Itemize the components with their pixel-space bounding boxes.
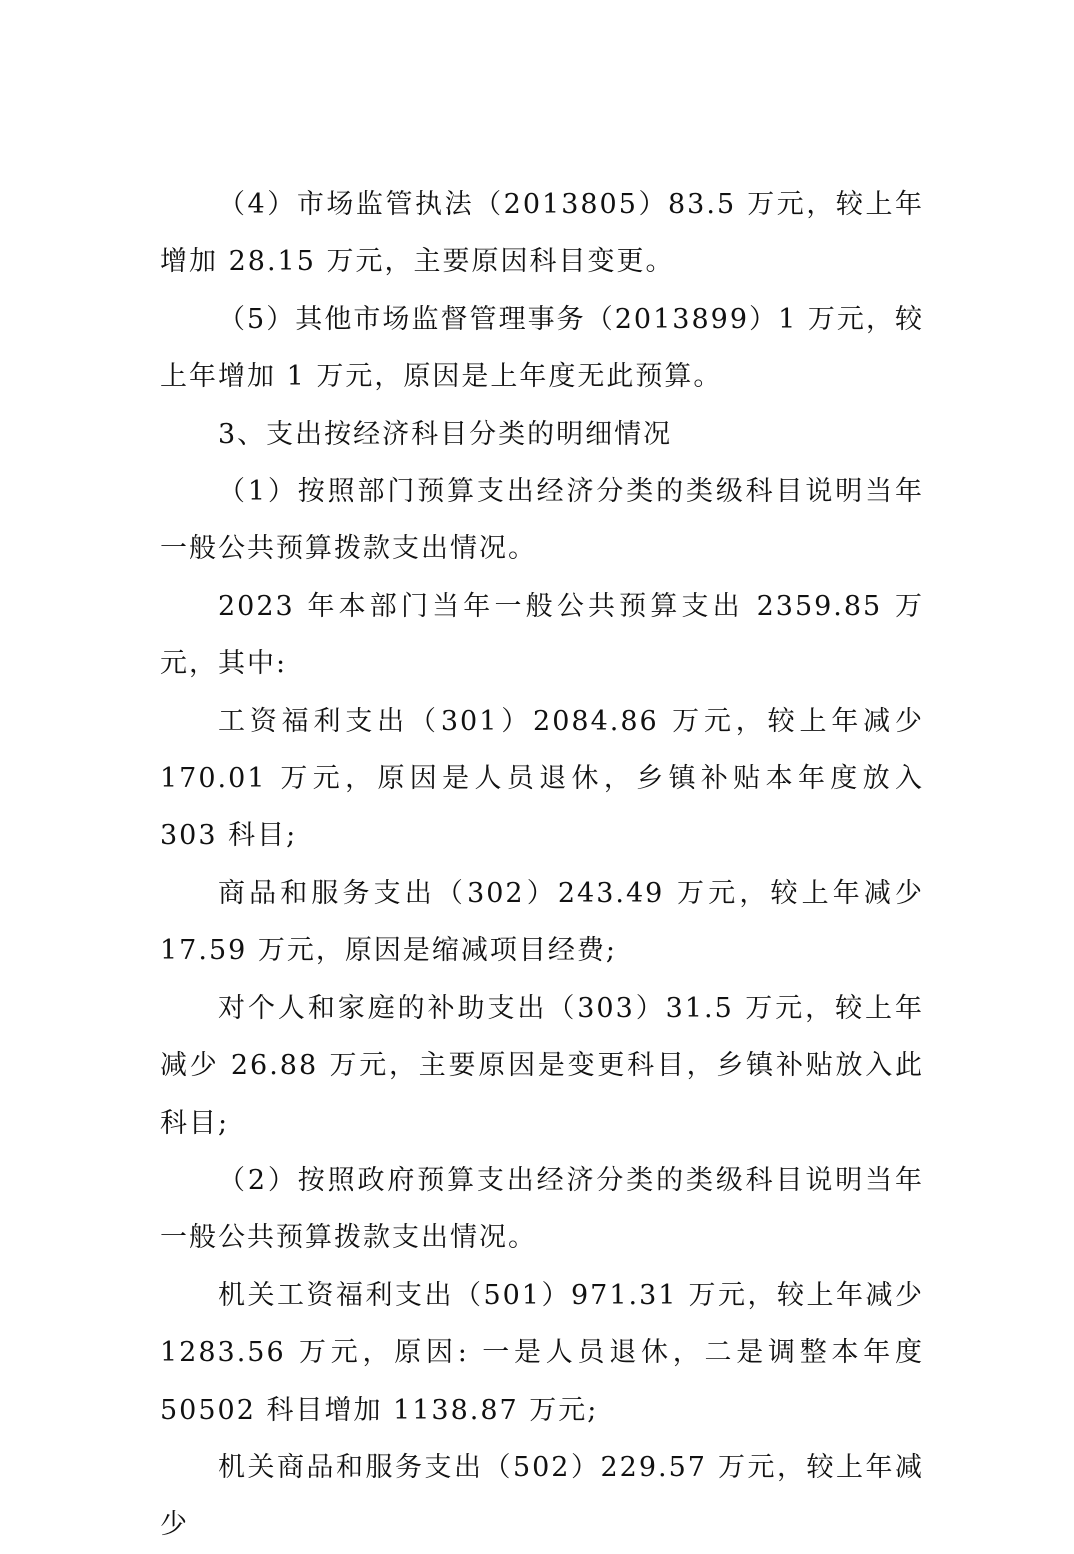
paragraph-other-market-supervision: （5）其他市场监督管理事务（2013899）1 万元，较上年增加 1 万元，原因是上年度无此预算。 [160,303,924,393]
body-text [160,176,924,1554]
paragraph-household-subsidies: 对个人和家庭的补助支出（303）31.5 万元，较上年减少 26.88 万元，主要原因是变更科目，乡镇补贴放入此科目; [160,992,924,1139]
paragraph-agency-goods-services: 机关商品和服务支出（502）229.57 万元，较上年减少 [160,1451,924,1541]
paragraph-wages-welfare: 工资福利支出（301）2084.86 万元，较上年减少 170.01 万元，原因是人员退休，乡镇补贴本年度放入 303 科目; [160,705,924,852]
paragraph-government-budget-intro: （2）按照政府预算支出经济分类的类级科目说明当年一般公共预算拨款支出情况。 [160,1164,924,1254]
paragraph-goods-services: 商品和服务支出（302）243.49 万元，较上年减少 17.59 万元，原因是缩减项目经费; [160,877,924,967]
paragraph-market-enforcement: （4）市场监管执法（2013805）83.5 万元，较上年增加 28.15 万元，主要原因科目变更。 [160,189,924,278]
section-heading-economic-classification: 3、支出按经济科目分类的明细情况 [218,418,673,450]
paragraph-agency-wages: 机关工资福利支出（501）971.31 万元，较上年减少 1283.56 万元，原因: 一是人员退休，二是调整本年度 50502 科目增加 1138.87 万元; [160,1279,924,1426]
paragraph-total-expenditure: 2023 年本部门当年一般公共预算支出 2359.85 万元，其中: [160,590,924,680]
paragraph-department-budget-intro: （1）按照部门预算支出经济分类的类级科目说明当年一般公共预算拨款支出情况。 [160,476,924,565]
